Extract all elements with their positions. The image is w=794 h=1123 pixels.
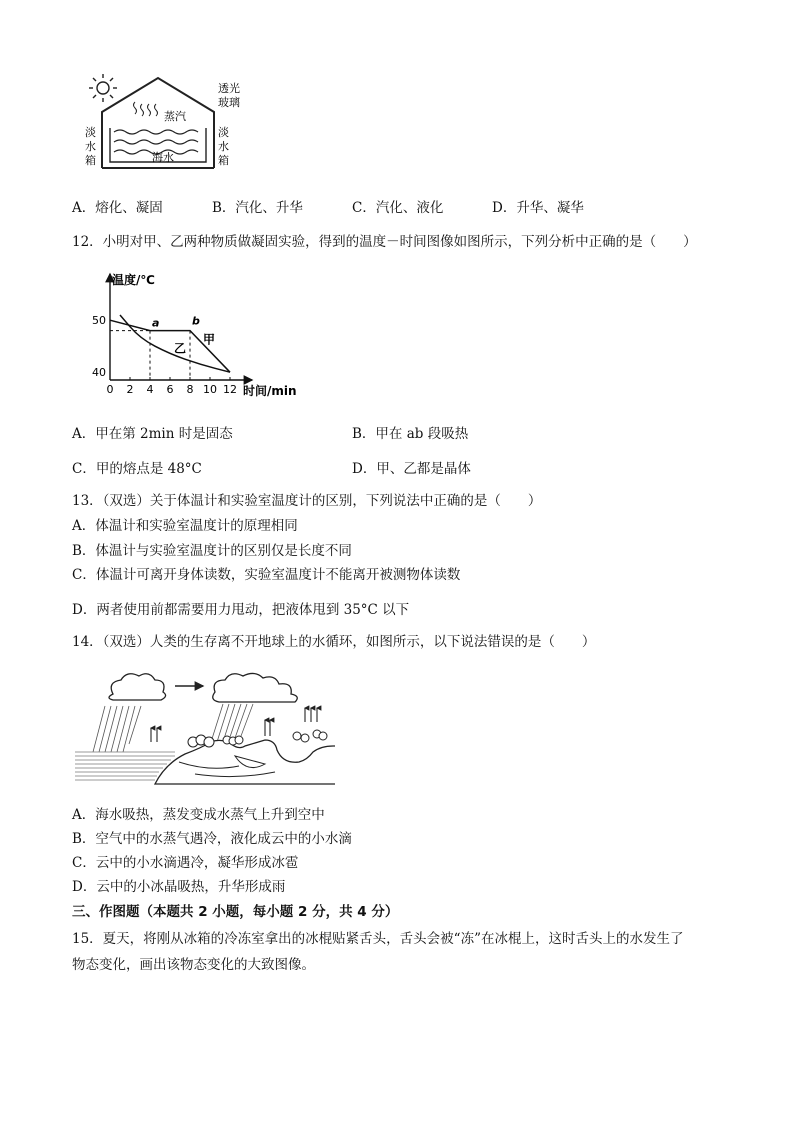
series-yi-label: 乙 xyxy=(174,341,187,356)
q13-stem: 13．（双选）关于体温计和实验室温度计的区别，下列说法中正确的是（ ） xyxy=(72,493,542,509)
section-3-heading: 三、作图题（本题共 2 小题，每小题 2 分，共 4 分） xyxy=(72,904,399,920)
q11-option-a: A．熔化、凝固 xyxy=(72,200,163,216)
q15-line-2: 物态变化，画出该物态变化的大致图像。 xyxy=(72,957,315,973)
glass-label-2: 玻璃 xyxy=(218,96,240,109)
seawater-label: 海水 xyxy=(152,151,174,164)
q11-option-d: D．升华、凝华 xyxy=(492,200,584,216)
point-b-label: b xyxy=(192,314,200,328)
q14-option-d: D．云中的小冰晶吸热，升华形成雨 xyxy=(72,879,286,895)
left-tank-label-2: 水 xyxy=(85,140,96,153)
q13-option-a: A．体温计和实验室温度计的原理相同 xyxy=(72,518,298,534)
q13-option-c: C．体温计可离开身体读数，实验室温度计不能离开被测物体读数 xyxy=(72,567,461,583)
q14-option-b: B．空气中的水蒸气遇冷，液化成云中的小水滴 xyxy=(72,831,352,847)
q15-line-1: 15．夏天，将刚从冰箱的冷冻室拿出的冰棍贴紧舌头，舌头会被“冻”在冰棍上，这时舌头上的水发生了 xyxy=(72,931,684,947)
glass-label-1: 透光 xyxy=(218,82,240,95)
sun-icon xyxy=(89,74,117,102)
q12-option-d: D．甲、乙都是晶体 xyxy=(352,461,471,477)
x-tick-label: 0 xyxy=(106,383,114,396)
right-tank-label-1: 淡 xyxy=(218,126,229,139)
temperature-time-chart xyxy=(80,264,310,404)
water-cycle-figure xyxy=(75,664,335,789)
vapor-label: 蒸汽 xyxy=(164,110,186,123)
y-axis-label: 温度/℃ xyxy=(112,273,155,287)
q14-option-a: A．海水吸热，蒸发变成水蒸气上升到空中 xyxy=(72,807,325,823)
x-tick-label: 2 xyxy=(126,383,134,396)
left-tank-label-3: 箱 xyxy=(85,154,96,167)
point-a-label: a xyxy=(152,316,160,330)
x-axis-label: 时间/min xyxy=(243,384,297,398)
right-tank-label-2: 水 xyxy=(218,140,229,153)
x-tick-label: 12 xyxy=(223,383,237,396)
y-tick-label: 40 xyxy=(92,366,106,380)
x-tick-label: 10 xyxy=(203,383,217,396)
q12-option-a: A．甲在第 2min 时是固态 xyxy=(72,426,233,442)
series-jia-label: 甲 xyxy=(203,332,216,347)
y-tick-label: 50 xyxy=(92,314,106,328)
rain-left-icon xyxy=(93,706,141,752)
x-tick-label: 6 xyxy=(166,383,174,396)
rain-right-icon xyxy=(211,704,253,742)
cloud-right-icon xyxy=(213,673,298,702)
x-tick-label: 4 xyxy=(146,383,154,396)
q14-stem: 14．（双选）人类的生存离不开地球上的水循环，如图所示，以下说法错误的是（ ） xyxy=(72,634,596,650)
x-tick-label: 8 xyxy=(186,383,194,396)
q13-option-b: B．体温计与实验室温度计的区别仅是长度不同 xyxy=(72,543,352,559)
cloud-left-icon xyxy=(109,674,166,700)
greenhouse-desalination-figure xyxy=(80,70,250,175)
q12-option-b: B．甲在 ab 段吸热 xyxy=(352,426,469,442)
q11-option-b: B．汽化、升华 xyxy=(212,200,303,216)
q12-option-c: C．甲的熔点是 48°C xyxy=(72,461,202,477)
q14-option-c: C．云中的小水滴遇冷，凝华形成冰雹 xyxy=(72,855,299,871)
q13-option-d: D．两者使用前都需要用力甩动，把液体甩到 35°C 以下 xyxy=(72,602,410,618)
left-tank-label-1: 淡 xyxy=(85,126,96,139)
q11-option-c: C．汽化、液化 xyxy=(352,200,444,216)
right-tank-label-3: 箱 xyxy=(218,154,229,167)
q12-stem: 12．小明对甲、乙两种物质做凝固实验，得到的温度－时间图像如图所示，下列分析中正确的是（ ） xyxy=(72,234,697,250)
